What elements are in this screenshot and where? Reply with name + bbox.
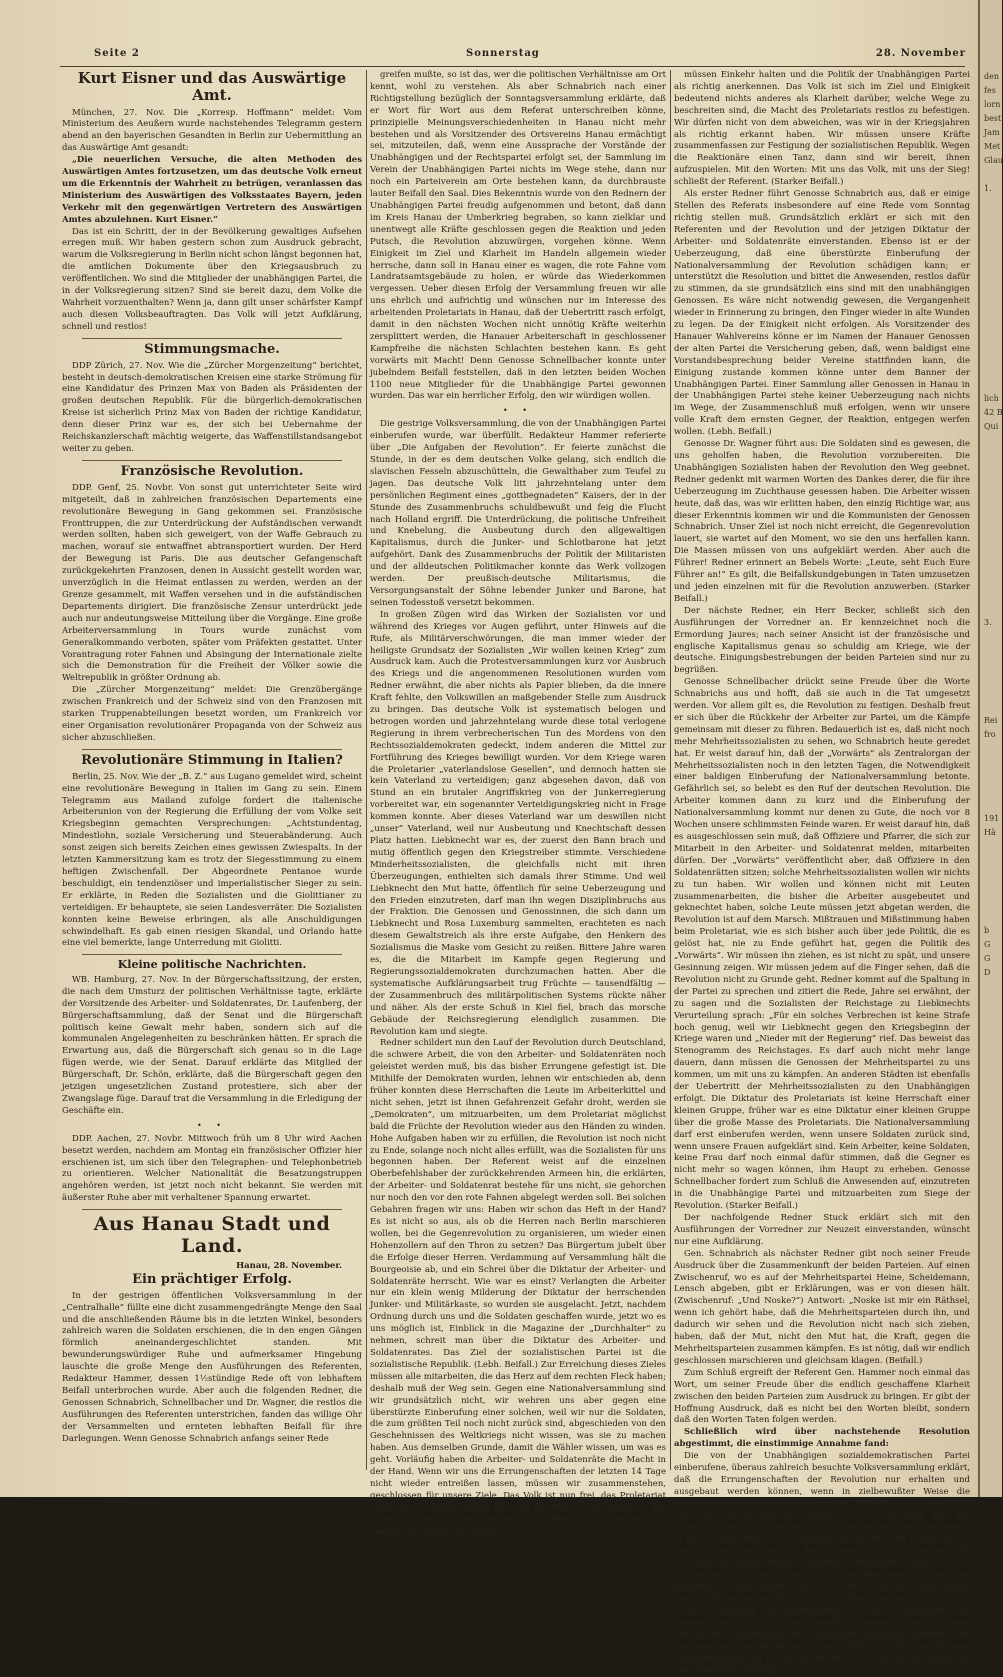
- divider: [82, 954, 342, 955]
- paragraph: Genosse Schnellbacher drückt seine Freude über die Worte Schnabrichs aus und hofft, daß sie auch in die Tat umgesetzt werden. Vor allem gilt es, die Revolution zu festigen. Deshalb freut er sich über die Rückkehr der Arbeiter zur Partei, um die Kämpfe gemeinsam mit dieser zu führen. Bedauerlich ist es, daß nicht noch mehr Mehrheitssozialisten zu sehen, wo Schnabrich heute geredet hat. Er weist darauf hin, daß der „Vorwärts“ als Zentralorgan der Mehrheitssozialisten noch in den letzten Tagen, die Notwendigkeit einer baldigen Einberufung der Nationalversammlung betonte. Gefährlich sei, so belebt es den Ruf der deutschen Revolution. Die Arbeiter kommen dann zu kurz und die Einberufung der Nationalversammlung kommt nur denen zu Gute, die noch vor 8 Wochen unsere schlimmsten Feinde waren. Er weist darauf hin, daß es ausgeschlossen sein muß, daß Offiziere und Pfarrer, die sich zur Mitarbeit in den Arbeiter- und Soldatenrat melden, mitarbeiten dürfen. Der „Vorwärts“ veröffentlicht aber, daß Offiziere in den Soldatenrätten sitzen; solche Mehrheitssozialisten wollen wir nichts zu tun haben. Wir wollen und können nicht mit Leuten zusammenarbeiten, die bisher die Arbeiter ausgebeutet und geknechtet haben, solche Leute müssen jetzt abgetan werden, die Revolution ist auf dem Marsch. Mißtrauen und Mißstimmung haben beim Proletariat, wie es sich bisher auch über jede Politik, die es gelöst hat, nie zu Ende geführt hat, gegen die Politik des „Vorwärts“. Wir müssen ihn ziehen, es ist nicht zu spät, und unsere Gesinnung zeigen. Wir müssen jedem auf die Finger sehen, daß die Revolution nicht zu Grunde geht. Redner kommt auf die Spaltung in der Partei zu sprechen und zitiert die Rede, Jahre sei erwähnt, der zu sagen und die Sozialisten der Reichstage zu Liebknechts Verurteilung sprach: „Für ein solches Verbrechen ist keine Strafe hoch genug, weil wir Liebknecht gegen den Kriegsbeginn der Kriege waren und „Nieder mit der Regierung“ rief. Das beweist das Stenogramm des Reichstages. Es darf auch nicht mehr lange dauern, dann müssen die Genossen der Mehrheitspartei zu uns kommen, um mit uns zu kämpfen. An anderen Städten ist ebenfalls der Uebertritt der Mehrheitssozialisten zu den Unabhängigen erfolgt. Die Diktatur des Proletariats ist keine Herrschaft einer kleinen Gruppe, früher war es eine Diktatur einer kleinen Gruppe über die große Masse des Proletariats. Die Nationalversammlung darf erst einberufen werden, wenn unsere Soldaten zurück sind, wenn unsere Frauen aufgeklärt sind. Kein Arbeiter, keine Soldaten, keine Frau darf noch einmal dafür stimmen, daß die Gegner es nicht mehr so wagen können, ihm Haupt zu erheben. Genosse Schnellbacher fordert zum Schluß die Anwesenden auf, einzutreten in die Unabhängige Partei und mitzuarbeiten zum Siege der Revolution. (Starker Beifall.): [674, 677, 970, 1212]
- paragraph: Diese Garantien sind gegenwärtig noch nicht vorhanden. Nur Gegner der sozialistischen Republik können daher für eine überstürzte Einberufung der Nationalversammlung eintreten. Die Versammlung beauftragt, mit allen Kräften für die Unabhängige sozialdemokratische Partei einzutreten, da sie allein die Sicherung der Revolution verbürgt.: [674, 1605, 970, 1676]
- paragraph: In großen Zügen wird das Wirken der Sozialisten vor und während des Krieges vor Augen geführt, unter Hinweis auf die Rufe, als Militärverschwörungen, die man immer wieder der heiligste Grundsatz der Sozialisten „Wir wollen keinen Krieg“ zum Ausdruck kam. Auch die Protestversammlungen kurz vor Ausbruch des Kriegs und die angenommenen Resolutionen wurden vom Redner erwähnt, die aber nichts als Papier blieben, da die innere Kraft fehlte, den Volkswillen an maßgebender Stelle zum Ausdruck zu bringen. Das deutsche Volk ist systematisch belogen und betrogen worden und jahrzehntelang wurde diese total verlogene Regierung in ihrem verbrecherischen Tun des Mordens von den Rechtssozialdemokraten gedeckt, indem anderen die Mittel zur Fortführung des Krieges bewilligt wurden. Vor dem Kriege waren die Proletarier „vaterlandslose Gesellen“, und dennoch hatten sie kein Vaterland zu verteidigen; ganz abgesehen davon, daß von Stund an ein brutaler Angriffskrieg von der Junkerregierung vorbereitet war, ein sogenannter Verteidigungskrieg nicht in Frage kommen konnte. Aber dieses Vaterland war um deswillen nicht „unser“ Vaterland, weil nur Ausbeutung und Knechtschaft dessen Platz hatten. Liebknecht war es, der zuerst den Bann brach und mutig öffentlich gegen den Kriegstreiber stimmte. Verschiedene Minderheitssozialisten, die gleichfalls nicht mit ihren Überzeugungen, enthielten sich damals ihrer Stimme. Und weil Liebknecht den Mut hatte, öffentlich für seine Ueberzeugung und den Frieden einzutreten, darf man ihn wegen Disziplinbruchs aus der Fraktion. Die Genossen und Genossinnen, die sich dann um Liebknecht und Rosa Luxemburg sammelten, erachteten es nach diesem Gewaltstreich als ihre erste Aufgabe, den Henkern des Sozialismus die Maske vom Gesicht zu reißen. Bittere Jahre waren es, die die Mitarbeit im Kampfe gegen Regierung und Regierungssozialdemokraten durchzumachen hatten. Aber die systematische Aufklärungsarbeit trug Früchte — tausendfältig — der Zusammenbruch des militärpolitischen Systems rückte näher und näher. Als der erste Schuß in Kiel fiel, brach das morsche Gebäude der Reichsregierung elendiglich zusammen. Die Revolution kam und siegte.: [370, 609, 666, 1037]
- article-title: Kurt Eisner und das Auswärtige Amt.: [77, 69, 347, 105]
- article-title: Französische Revolution.: [120, 463, 304, 479]
- page-number: Seite 2: [94, 48, 140, 59]
- paragraph: Der nachfolgende Redner Stuck erklärt sich mit den Ausführungen der Vorredner zur Neuzeit einverstanden, wünscht nur eine Aufklärung.: [674, 1213, 970, 1247]
- divider: [82, 338, 342, 339]
- paragraph: Die „Zürcher Morgenzeitung“ meldet: Die Grenzübergänge zwischen Frankreich und der Schweiz sind von den Franzosen mit starken Truppenabteilungen besetzt worden, um Frankreich vor einer Organisation revolutionärer Propaganda von der Schweiz aus sicher abzuschließen.: [62, 685, 362, 743]
- paragraph: greifen mußte, so ist das, wer die politischen Verhältnisse am Ort kennt, wohl zu verstehen. Als aber Schnabrich nach einer Richtigstellung bezüglich der Sonntagsversammlung erklärte, daß er Wort für Wort aus dem Referat unterschreiben könne, prinzipielle Meinungsverschiedenheiten in Hanau nicht mehr bestehen und als Vorsitzender des Ortsvereins Hanau ermächtigt sei, mitzuteilen, daß, wenn eine Aussprache der Vorstände der Unabhängigen und der Rechtspartei erfolgt sei, der Sammlung im Verein der Unabhängigen Partei nichts im Wege stehe, dann nur noch ein Parteiverein am Orte bestehen kann, da durchbrauste lauter Beifall den Saal. Dies Bekenntnis wurde von den Rednern der Unabhängigen Partei freudig aufgenommen und betont, daß dann im Kreis Hanau der Umberkrieg begraben, so kann zielklar und unentwegt alle Kräfte geschlossen gegen die Reaktion und jeden Putsch, die Revolution abzuwürgen, vorgehen könne. Wenn Einigkeit im Ziel und Klarheit im Handeln allgemein wieder herrsche, dann soll in Hanau einer es wagen, die rote Fahne vom Landratsamtsgebäude zu holen, er würde das Wiederkommen vergessen. Ueber diesen Erfolg der Versammlung freuen wir alle uns ehrlich und aufrichtig und wünschen nur im Interesse des arbeitenden Proletariats in Hanau, daß der Uebertritt rasch erfolgt, damit in den nächsten Wochen nicht unnötig Kräfte weiterhin zersplittert werden, die Hanauer Arbeiterschaft in geschlossener Kampfreihe die nächsten Schlachten bestehen kann. Es geht vorwärts mit Macht! Denn Genosse Schnellbacher konnte unter jubelndem Beifall feststellen, daß in den letzten beiden Wochen 1100 neue Mitglieder für die Unabhängige Partei gewonnen wurden. Das war ein herrlicher Erfolg, den wir würdigen wollen.: [370, 70, 666, 402]
- separator-dots: • •: [503, 406, 533, 416]
- paragraph: Redner schildert nun den Lauf der Revolution durch Deutschland, die schwere Arbeit, die von den Arbeiter- und Soldatenräten noch geleistet werden muß, bis das bisher Errungene gefestigt ist. Die Mithilfe der Demokraten wurden, lehnen wir entschieden ab, denn früher konnten diese Herrschaften die Leute im Arbeiterkittel und nicht sehen, jetzt ist ihnen Gefahrenzeit Gefahr droht, werden sie „Demokraten“, um mitzuarbeiten, um dem Proletariat möglichst bald die Früchte der Revolution wieder aus den Händen zu winden. Hohe Aufgaben haben wir zu erfüllen, die Revolution ist noch nicht zu Ende, solange noch nicht alles erfüllt, was die Sozialisten für uns begonnen haben. Der Referent weist auf die einzelnen Oberbefehlshaber der zurückkehrenden Armeen hin, die erklärten, der Arbeiter- und Soldatenrat bestehe für uns nicht, sie gehorchen nur noch den vor den rote Fahnen abgelegt werden soll. Bei solchen Gebahren fragen wir uns: Haben wir schon das Heft in der Hand? Es ist nicht so aus, als ob die Herren nach Berlin marschieren wollen, bei die Gegenrevolution zu organisieren, um wieder einen Hohenzollern auf den Thron zu setzen? Das Bürgertum jubelt über die Erfolge dieser Herren. Verdammung auf Versammlung hält die Bourgeoisie ab, und ein Schrei über die Diktatur der Arbeiter- und Soldatenräte herrscht. Wie war es einst? Verlangten die Arbeiter nur ein klein wenig Milderung der Diktatur der herrschenden Junker- und Militärkaste, so wurden sie ausgelacht. Jetzt, nachdem Ordnung durch uns und die Soldaten geschaffen wurde, jetzt wo es uns möglich ist, Einblick in die Magazine der „Durchhalter“ zu nehmen, schreit man über die Diktatur des Arbeiter- und Soldatenrates. Das Ziel der sozialistischen Partei ist die sozialistische Republik. (Lebh. Beifall.) Zur Erreichung dieses Zieles müssen alle mitarbeiten, die das Herz auf dem rechten Fleck haben; deshalb muß der Weg sein. Gegen eine Nationalversammlung sind wir grundsätzlich nicht, wir wehren uns aber gegen eine überstürzte Einberufung einer solchen, weil wir nur die Soldaten, die zum größten Teil noch nicht zurück sind, abgeschieden von den Geschehnissen des Weltkriegs nicht wissen, was sie zu machen haben. Aus demselben Grunde, damit die Wähler wissen, um was es geht. Vorläufig haben die Arbeiter- und Soldatenräte die Macht in der Hand. Wenn wir uns die Errungenschaften der letzten 14 Tage nicht wieder entreißen lassen, müssen wir zusammenstehen, geschlossen für unsere Ziele. Das Volk ist nun frei, das Proletariat muß, was es übernommen hat und die Führer, die bisher in der Politik nur ein bißchen hier und da Waffenstillstand geführt, um deshalb die Mittel bewilligten,: [370, 1038, 666, 1537]
- adjacent-page-text: den fes lorn best Jam Met Glau 1. lich 42 B Qui 3. Rei fro 191 Hä b G G D: [984, 72, 1003, 977]
- paragraph: Der nächste Redner, ein Herr Becker, schließt sich den Ausführungen der Vorredner an. Er kennzeichnet noch die Ermordung Jaures; nach seiner Ansicht ist der französische und englische Kapitalismus genau so schuldig am Kriege, wie der deutsche. Einigungsbestrebungen der beiden Parteien sind nur zu begrüßen.: [674, 605, 970, 676]
- column-3: [674, 70, 971, 1676]
- paragraph: Berlin, 25. Nov. Wie der „B. Z.“ aus Lugano gemeldet wird, scheint eine revolutionäre Bewegung in Italien im Gang zu sein. Einem Telegramm aus Mailand zufolge fordert die italienische Arbeiterunion von der Regierung die Erfüllung der vom Volke seit Kriegsbeginn gemachten Versprechungen: „Achtstundentag, Mindestlohn, soziale Versicherung und Steuerabänderung. Auch sonst zeigen sich bereits Zeichen eines gewissen Zwiespalts. In der letzten Kammersitzung kam es trotz der Siegesstimmung zu einem heftigen Zwischenfall. Der Abgeordnete Pentanoe wurde beschuldigt, ein tendenziöser und imperialistischer Sieger zu sein. Er erklärte, in Reden die Sozialisten und die Giolittianer zu verteidigen. Er behauptete, sie seien Landesverräter. Die Sozialisten konnten keine Beweise erbringen, als alle Anschuldigungen schwindelhaft. Es gab einen riesigen Skandal, und Orlando hatte eine viel bemerkte, lange Unterredung mit Giolitti.: [62, 771, 362, 949]
- column-2: [370, 70, 666, 1537]
- paragraph: München, 27. Nov. Die „Korresp. Hoffmann“ meldet: Vom Ministerium des Aeußern wurde nachstehendes Telegramm gestern abend an den bayerischen Gesandten in Berlin zur Uebermittlung an das Auswärtige Amt gesandt:: [62, 107, 362, 154]
- paragraph: Gen. Schnabrich als nächster Redner gibt noch seiner Freude Ausdruck über die Zusammenkunft der beiden Parteien. Auf einen Zwischenruf, wo es auf der Mehrheitspartei Heine, Scheidemann, Lensch abgeben, gibt er Erklärungen, was er von diesen hält. (Zwischenruf: „Und Noske?“) Antwort: „Noske ist mir ein Räthsel, wenn ich gehört habe, daß die Mehrheitsparteien durch ihn, und dadurch wir sehen und die Revolution nicht nach sich ziehen, haben, daß der Mut, nicht den Mut hat, die Kraft, gegen die Mehrheitsparteien zusammen kämpfen. Es ist nötig, daß wir endlich geschlossen marschieren und gleichsam klagen. (Beifall.): [674, 1248, 971, 1366]
- paragraph: Genosse Dr. Wagner führt aus: Die Soldaten sind es gewesen, die uns geholfen haben, die Revolution vorzubereiten. Die Unabhängigen Sozialisten haben der Revolution den Weg geebnet. Redner gedenkt mit warmen Worten des Dankes derer, die für ihre Ueberzeugung im Zuchthause gesessen haben. Die Arbeiter wissen heute, daß das, was wir erlitten haben, den einzig Richtige war, aus dieser Erkenntnis kommen wir und die Kommunisten der Genossen Schnabrich. Unser Ziel ist noch nicht erreicht, die Gegenrevolution lauert, sie wartet auf den Moment, wo sie den uns herfallen kann. Die Massen müssen von uns aufgeklärt werden. Aber auch die Führer! Redner erinnert an Bebels Worte: „Leute, seht Euch Eure Führer an!“ Es gilt, die Beifallskundgebungen in Taten umzusetzen und jeden einzelnen mit für die Revolution anzuwerben. (Starker Beifall.): [674, 439, 970, 604]
- article-title: Ein prächtiger Erfolg.: [132, 1271, 292, 1287]
- article-title: Revolutionäre Stimmung in Italien?: [81, 752, 343, 768]
- section-title: Aus Hanau Stadt und Land.: [93, 1213, 331, 1258]
- paragraph: DDP. Aachen, 27. Novbr. Mittwoch früh um 8 Uhr wird Aachen besetzt werden, nachdem am Montag ein französischer Offizier hier erschienen ist, um sich über den Telegraphen- und Telephonbetrieb zu orientieren. Welcher Nationalität die Besatzungstruppen angehören werden, ist jetzt noch nicht bekannt. Sie werden mit äußerster Ruhe aber mit verhaltener Spannung erwartet.: [62, 1133, 362, 1204]
- adjacent-page-edge: [978, 0, 1002, 1497]
- paragraph: DDP. Genf, 25. Novbr. Von sonst gut unterrichteter Seite wird mitgeteilt, daß in zahlreichen französischen Departements eine revolutionäre Bewegung in Gang gekommen sei. Französische Fronttruppen, die zur Unterdrückung der Aufständischen verwandt werden sollten, haben sich geweigert, von der Waffe Gebrauch zu machen, worauf sie entwaffnet abtransportiert wurden. Der Herd der Bewegung ist Paris. Die aus deutscher Gefangenschaft zurückgekehrten Franzosen, denen in Aussicht gestellt worden war, unverzüglich in die Heimat entlassen zu werden, werden an der Grenze gesammelt, mit Waffen versehen und in die aufständischen Departements dirigiert. Die französische Zensur unterdrückt jede auch nur andeutungsweise Mitteilung über die Vorgänge. Eine große Arbeiterversammlung in Tours wurde zunächst vom Generalkommando verboten, später vom Präfekten gestattet. Unter Vorantragung roter Fahnen und Absingung der Internationale zielte sich die Demonstration für die Freiheit der Völker sowie die Weltrepublik in größter Ordnung ab.: [62, 482, 362, 684]
- column-rule: [366, 70, 367, 1470]
- paragraph: In der gestrigen öffentlichen Volksversammlung in der „Centralhalle“ füllte eine dicht zusammengedrängte Menge den Saal und die anschließenden Räume bis in die letzten Winkel, besonders zahlreich waren die Soldaten erschienen, die in den engen Gängen förmlich aneinandergeschlichtet standen. Mit bewunderungswürdiger Ruhe und aufmerksamer Hingebung lauschte die große Menge den Ausführungen des Referenten, Redakteur Hammer, dessen 1½stündige Rede oft von lebhaftem Beifall unterbrochen wurde. Aber auch die folgenden Redner, die Genossen Schnabrich, Schnellbacher und Dr. Wagner, die restlos die Ausführungen des Referenten unterstrichen, fanden das willige Ohr der Versammelten und ernteten lebhaften Beifall für ihre Darlegungen. Wenn Genosse Schnabrich anfangs seiner Rede: [62, 1290, 362, 1444]
- paragraph: Das ist ein Schritt, der in der Bevölkerung gewaltiges Aufsehen erregen muß. Wir haben gestern schon zum Ausdruck gebracht, warum die Volksregierung in Berlin nicht schon längst begonnen hat, die amtlichen Dokumente über den Kriegsausbruch zu veröffentlichen. Wo sind die Mitglieder der unabhängigen Partei, die in der Volksregierung sitzen? Sind sie bereit dazu, dem Volke die Wahrheit vorzuenthalten? Wenn ja, dann gilt unser schärfster Kampf auch diesen Volksbeauftragten. Das Volk will jetzt Aufklärung, schnell und restlos!: [62, 226, 362, 332]
- paragraph: müssen Einkehr halten und die Politik der Unabhängigen Partei als richtig anerkennen. Das Volk ist sich im Ziel und Einigkeit bedeutend nichts anderes als Klarheit darüber, welche Wege zu beschreiten sind, die Macht des Proletariats restlos zu befestigen. Wir dürfen nicht von dem abweichen, was wir in der Kriegsjahren als richtig erkannt haben. Wir müssen unsere Kräfte zusammenfassen zur Festigung der sozialistischen Republik. Wegen die Reaktionäre einen Tanz, dann sind wir bereit, ihnen aufzuspielen. Mit den Worten: Mit uns das Volk, mit uns der Sieg! schließt der Referent. (Starker Beifall.): [674, 70, 970, 188]
- divider: [82, 1209, 342, 1210]
- divider: [82, 460, 342, 461]
- paragraph: Als erster Redner führt Genosse Schnabrich aus, daß er einige Stellen des Referats insbesondere auf eine Rede vom Sonntag richtig stellen muß. Grundsätzlich erklärt er sich mit den Referenten und der Revolution und der jetzigen Diktatur der Arbeiter- und Soldatenräte einverstanden. Ebenso ist er der Ueberzeugung, daß eine überstürzte Einberufung der Nationalversammlung der Revolution schädigen kann; er unterstützt die Resolution und bittet die Anwesenden, restlos dafür zu stimmen, da sie grundsätzlich eins sind mit den unabhängigen Genossen. Es wäre nicht notwendig gewesen, die Vergangenheit wieder in Erinnerung zu bringen, den Finger wieder in alte Wunden zu legen. Da der Einigkeit nicht erfolgen. Als Vorsitzender des Hanauer Wahlvereins könne er im Namen der Hanauer Genossen der alten Partei die Versicherung geben, daß, wenn baldigst eine Vorstandsbesprechung beider Vereine stattfinden kann, die Einigung zustande kommen könne unter dem Banner der Unabhängigen Partei. Einer Sammlung aller Genossen in Hanau in der Unabhängigen Partei stehe keiner Ueberzeugung nach nichts im Wege, der Zusammenschluß muß erfolgen, wenn wir unsere volle Kraft dem ernsten Gegner, der Reaktion, entgegen werfen wollen. (Lebh. Beifall.): [674, 189, 970, 438]
- column-1: [62, 70, 362, 1470]
- paragraph: „Die neuerlichen Versuche, die alten Methoden des Auswärtigen Amtes fortzusetzen, um das deutsche Volk erneut um die Erkenntnis der Wahrheit zu betrügen, veranlassen das Ministerium des Auswärtigen des Volksstaates Bayern, jeden Verkehr mit den gegenwärtigen Vertretern des Auswärtigen Amtes abzulehnen. Kurt Eisner.“: [62, 155, 362, 225]
- article-title: Kleine politische Nachrichten.: [117, 958, 307, 972]
- paragraph: WB. Hamburg, 27. Nov. In der Bürgerschaftssitzung, der ersten, die nach dem Umsturz der politischen Verhältnisse tagte, erklärte der Vorsitzende des Arbeiter- und Soldatenrates, Dr. Laufenberg, der Bürgerschaftsammlung, daß der Senat und die Bürgerschaft politisch keine Gewalt mehr haben, sondern sich auf die kommunalen Angelegenheiten zu beschränken hätten. Er sprach die Erwartung aus, daß die Bürgerschaft sich genau so in die Lage fügen werde, wie der Senat. Darauf erklärte das Mitglied der Bürgerschaft, Dr. Schön, erklärte, daß die Bürgerschaft gegen den jetzigen ungesetzlichen Zustand protestiere, sich aber der Zwangslage füge. Darauf trat die Versammlung in die Erledigung der Geschäfte ein.: [62, 974, 362, 1116]
- column-rule: [670, 70, 671, 1470]
- paragraph: Die gestrige Volksversammlung, die von der Unabhängigen Partei einberufen wurde, war überfüllt. Redakteur Hammer referierte über „Die Aufgaben der Revolution“. Er feierte zunächst die Stunde, in der es dem deutschen Volke gelang, sich endlich die slavischen Fesseln abzuschütteln, die Gewalthaber zum Teufel zu jagen. Das deutsche Volk litt jahrzehntelang unter dem persönlichen Regiment eines „gottbegnadeten“ Kaisers, der in der Stunde des Zusammenbruchs schuldbewußt und feig die Flucht nach Holland ergriff. Die Unterdrückung, die politische Unfreiheit und Knebelung, die Ausbeutung durch den allgewaltigen Kapitalismus, durch die Junker- und Schlotbarone hat jetzt aufgehört. Dank des Zusammenbruchs der Politik der Militaristen und der alldeutschen Politikmacher konnte das Werk vollzogen werden. Der preußisch-deutsche Militarismus, die Versorgungsanstalt der Söhne lebender Junker und Barone, hat seinen Todesstoß versetzt bekommen.: [370, 419, 666, 608]
- paragraph: Die von der Unabhängigen sozialdemokratischen Partei einberufene, überaus zahlreich besuchte Volksversammlung erklärt, daß die Errungenschaften der Revolution nur erhalten und ausgebaut werden können, wenn in zielbewußter Weise die sozialistische Wirtschaftsweise in eine sozialistische übergeführt wird. Um dieses Ziel zu sichern, ist es notwendig, daß das Proletariat die politische Gewalt, die ihm die Revolution verliehen, in ihrer Hand behält. Die Ausübung der politischen Gewalt durch das Proletariat geschieht in den Arbeiter- und Soldatenräten, die sich nicht mit sozialistischen Elementen freizuhalten haben.: [674, 1451, 970, 1569]
- article-title: Stimmungsmache.: [144, 341, 280, 357]
- paragraph: Zum Schluß ergreift der Referent Gen. Hammer noch einmal das Wort, um seiner Freude über die endlich geschaffene Klarheit zwischen den beiden Parteien zum Ausdruck zu bringen. Er gibt der Hoffnung Ausdruck, daß es nicht bei den Worten bleibt, sondern daß den Worten Taten folgen werden.: [674, 1367, 970, 1426]
- masthead: [66, 44, 966, 64]
- masthead-rule: [60, 66, 965, 67]
- date: 28. November: [875, 48, 966, 59]
- separator-dots: • •: [197, 1120, 227, 1130]
- paragraph: DDP Zürich, 27. Nov. Wie die „Zürcher Morgenzeitung“ berichtet, besteht in deutsch-demokratischen Kreisen eine starke Strömung für eine Kandidatur des Prinzen Max von Baden als Präsidenten der großen deutschen Republik. Für die bürgerlich-demokratischen Kreise ist sicherlich Prinz Max von Baden der richtige Kandidatur, denn dieser Prinz war es, der sich bei Uebernahme der Reichskanzlerschaft mächtig weigerte, das Waffenstillstandsangebot weiter zu geben.: [62, 360, 362, 454]
- dateline: Hanau, 28. November.: [236, 1260, 342, 1271]
- divider: [82, 749, 342, 750]
- paragraph: Schließlich wird über nachstehende Resolution abgestimmt, die einstimmige Annahme fand:: [674, 1427, 970, 1450]
- weekday: Sonnerstag: [466, 48, 540, 59]
- paragraph: Eine Nationalversammlung ist einzuberufen, wenn die Garantie gegeben ist, daß dadurch nicht die Herrschaft der Demokratie, sondern die wahre Ausdruck des Volkswillens werden.: [674, 1570, 970, 1604]
